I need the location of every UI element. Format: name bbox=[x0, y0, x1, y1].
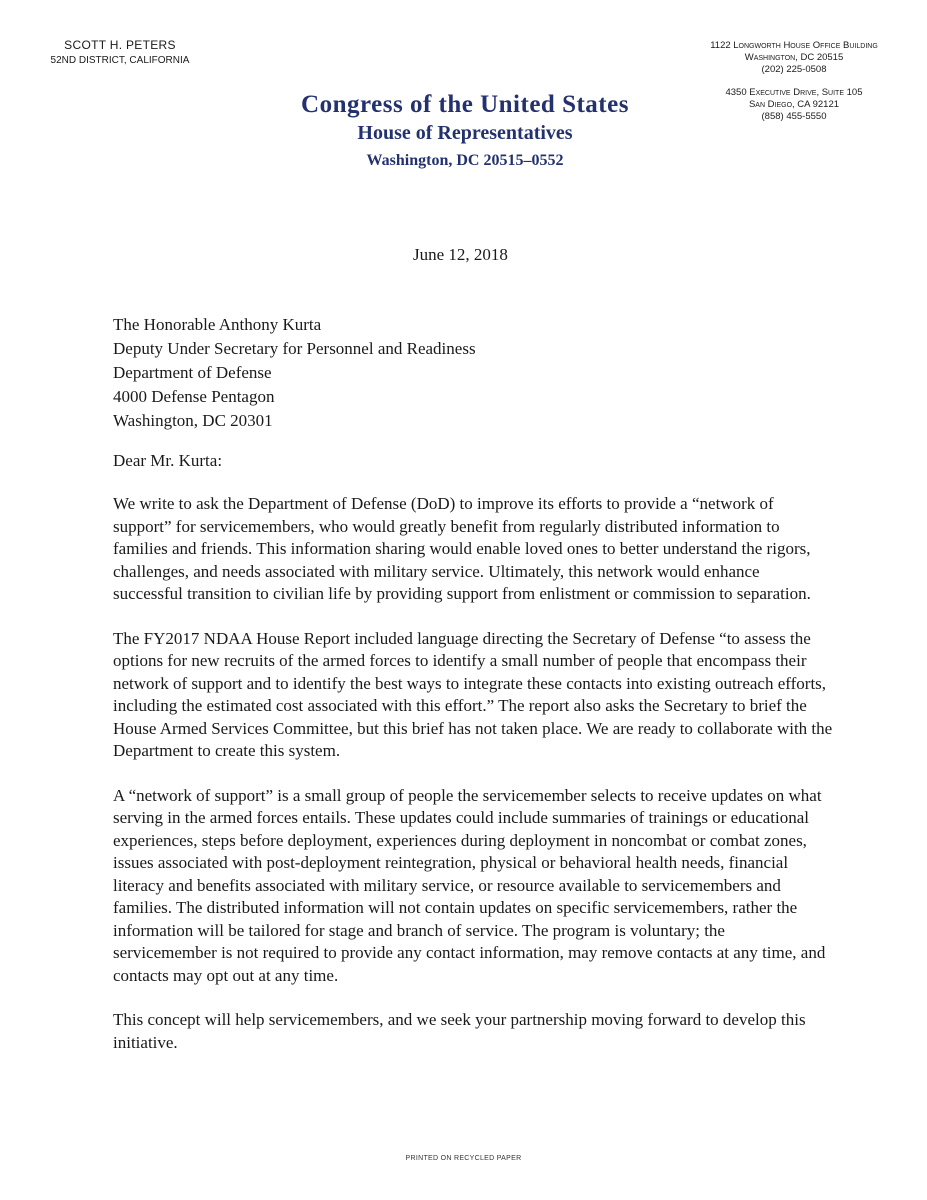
addressee-line: Washington, DC 20301 bbox=[113, 411, 273, 430]
office-phone: (202) 225-0508 bbox=[761, 64, 827, 75]
body-paragraph: We write to ask the Department of Defense (DoD) to improve its efforts to provide a “network of support” for servicemembers, who would greatly benefit from regularly distributed information to families and friends. This information sharing would enable loved ones to better understand the rigors, challenges, and needs associated with military service. Ultimately, this network would enhance successful transition to civilian life by providing support from enlistment or commission to separation. bbox=[113, 494, 811, 603]
office-addresses bbox=[686, 40, 902, 123]
member-district: 52ND DISTRICT, CALIFORNIA bbox=[50, 55, 190, 66]
member-name: SCOTT H. PETERS bbox=[64, 38, 176, 52]
san-diego-office bbox=[686, 87, 902, 123]
body-paragraph: A “network of support” is a small group of people the servicemember selects to receive updates on what serving in the armed forces entails. These updates could include summaries of trainings or educational experiences, steps before deployment, experiences during deployment in noncombat or combat zones, issues associated with post-deployment reintegration, physical or behavioral health needs, financial literacy and benefits associated with military service, or resource available to servicemembers and families. The distributed information will not contain updates on specific servicemembers, rather the information will be tailored for stage and branch of service. The program is voluntary; the servicemember is not required to provide any contact information, may remove contacts at any time, and contacts may opt out at any time. bbox=[113, 785, 826, 985]
body-paragraph: This concept will help servicemembers, and we seek your partnership moving forward to develop this initiative. bbox=[113, 1010, 806, 1052]
office-address-line: 1122 Longworth House Office Building bbox=[710, 40, 878, 51]
salutation: Dear Mr. Kurta: bbox=[113, 451, 223, 470]
addressee-line: 4000 Defense Pentagon bbox=[113, 387, 275, 406]
addressee-block bbox=[113, 313, 476, 433]
office-address-line: 4350 Executive Drive, Suite 105 bbox=[725, 87, 863, 98]
letterhead-city: Washington, DC 20515–0552 bbox=[366, 152, 564, 169]
addressee-line: Deputy Under Secretary for Personnel and Readiness bbox=[113, 339, 476, 358]
addressee-line: The Honorable Anthony Kurta bbox=[113, 315, 322, 334]
letter-body bbox=[113, 493, 833, 1076]
body-paragraph: The FY2017 NDAA House Report included language directing the Secretary of Defense “to assess the options for new recruits of the armed forces to identify a small number of people that encompass their network of support and to identify the best ways to integrate these contacts into existing outreach efforts, including the estimated cost associated with this effort.” The report also asks the Secretary to brief the House Armed Services Committee, but this brief has not taken place. We are ready to collaborate with the Department to create this system. bbox=[113, 628, 833, 760]
office-phone: (858) 455-5550 bbox=[761, 111, 827, 122]
letter-date: June 12, 2018 bbox=[413, 245, 508, 264]
letterhead bbox=[250, 90, 680, 176]
member-block bbox=[40, 38, 200, 68]
office-city-line: Washington, DC 20515 bbox=[744, 52, 844, 63]
letterhead-house: House of Representatives bbox=[357, 122, 573, 144]
recycled-paper-footer: PRINTED ON RECYCLED PAPER bbox=[405, 1155, 522, 1162]
addressee-line: Department of Defense bbox=[113, 363, 272, 382]
office-city-line: San Diego, CA 92121 bbox=[748, 99, 840, 110]
washington-office bbox=[686, 40, 902, 76]
letterhead-congress: Congress of the United States bbox=[301, 91, 629, 118]
